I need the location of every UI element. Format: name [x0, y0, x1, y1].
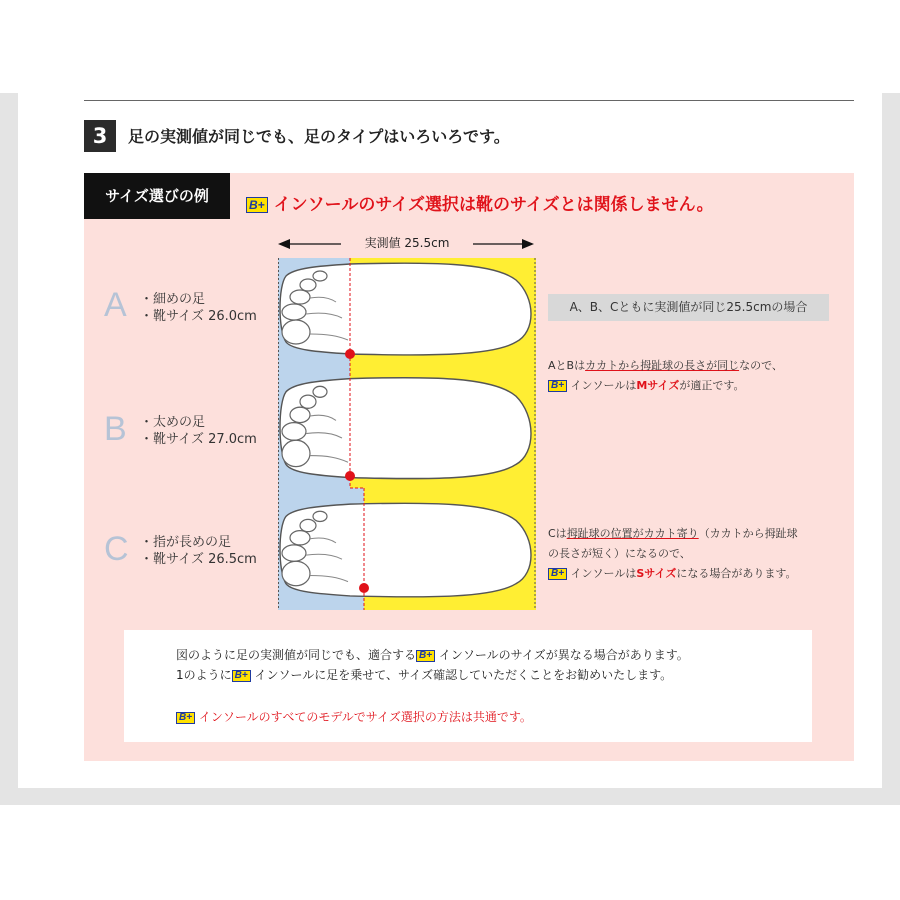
row-b-shoe-size: ・靴サイズ 27.0cm	[140, 432, 257, 447]
row-a-desc	[140, 291, 257, 325]
bplus-logo: B+	[246, 197, 268, 213]
note-c-size-s: Sサイズ	[636, 567, 677, 580]
ball-marker-c	[359, 583, 369, 593]
note-c-line3-pre: インソールは	[570, 567, 637, 580]
bottom-line2-pre: 1のように	[176, 668, 232, 682]
note-ab-line1-underline: カカトから拇趾球の長さが同じ	[585, 359, 740, 372]
note-c-line2: の長さが短く）になるので、	[548, 547, 691, 560]
bplus-logo: B+	[548, 568, 567, 580]
ball-marker-a	[345, 349, 355, 359]
bottom-line1-post: インソールのサイズが異なる場合があります。	[438, 648, 689, 662]
bplus-logo: B+	[232, 670, 251, 682]
measurement-label: 実測値 25.5cm	[341, 234, 473, 252]
row-c-type: ・指が長めの足	[140, 535, 232, 550]
bottom-line2-post: インソールに足を乗せて、サイズ確認していただくことをお勧めいたします。	[254, 668, 673, 682]
note-c-line3-post: になる場合があります。	[676, 567, 797, 580]
row-b-type: ・太めの足	[140, 415, 206, 430]
section-number-badge: 3	[84, 120, 116, 152]
note-ab-line2	[548, 376, 745, 396]
ball-marker-b	[345, 471, 355, 481]
foot-c	[280, 503, 531, 597]
row-b-desc	[140, 414, 257, 448]
section-divider	[84, 100, 854, 101]
note-c-line1-post: （カカトから拇趾球	[698, 527, 798, 540]
foot-a	[280, 263, 531, 355]
info-box: A、B、Cともに実測値が同じ25.5cmの場合	[548, 294, 829, 321]
note-c-line1	[548, 524, 798, 544]
bottom-note-box	[124, 630, 812, 742]
row-a-letter: A	[104, 286, 127, 324]
row-c-desc	[140, 534, 257, 568]
row-c-letter: C	[104, 530, 129, 568]
note-ab-line1-post: なので、	[739, 359, 783, 372]
bottom-line3	[176, 708, 532, 725]
bplus-logo: B+	[548, 380, 567, 392]
example-headline-text: インソールのサイズ選択は靴のサイズとは関係しません。	[273, 195, 714, 215]
row-a-shoe-size: ・靴サイズ 26.0cm	[140, 309, 257, 324]
note-ab-size-m: Mサイズ	[636, 379, 680, 392]
note-c-line3	[548, 564, 797, 584]
feet-diagram	[278, 258, 536, 610]
note-ab-line2-pre: インソールは	[570, 379, 637, 392]
foot-b	[280, 378, 531, 479]
bottom-line1-pre: 図のように足の実測値が同じでも、適合する	[176, 648, 417, 662]
bottom-line1	[176, 646, 689, 663]
note-ab-line1-pre: AとBは	[548, 359, 586, 372]
note-ab-line1	[548, 356, 783, 376]
row-c-shoe-size: ・靴サイズ 26.5cm	[140, 552, 257, 567]
bplus-logo: B+	[176, 712, 195, 724]
example-headline	[246, 190, 714, 215]
note-c-line1-pre: Cは	[548, 527, 567, 540]
bottom-line2	[176, 666, 672, 683]
section-title: 足の実測値が同じでも、足のタイプはいろいろです。	[128, 127, 510, 146]
row-b-letter: B	[104, 410, 127, 448]
note-c-line1-underline: 拇趾球の位置がカカト寄り	[566, 527, 699, 540]
example-label: サイズ選びの例	[84, 173, 230, 219]
note-ab-line2-post: が適正です。	[679, 379, 745, 392]
bottom-line3-text: インソールのすべてのモデルでサイズ選択の方法は共通です。	[198, 710, 532, 724]
bplus-logo: B+	[416, 650, 435, 662]
row-a-type: ・細めの足	[140, 292, 206, 307]
